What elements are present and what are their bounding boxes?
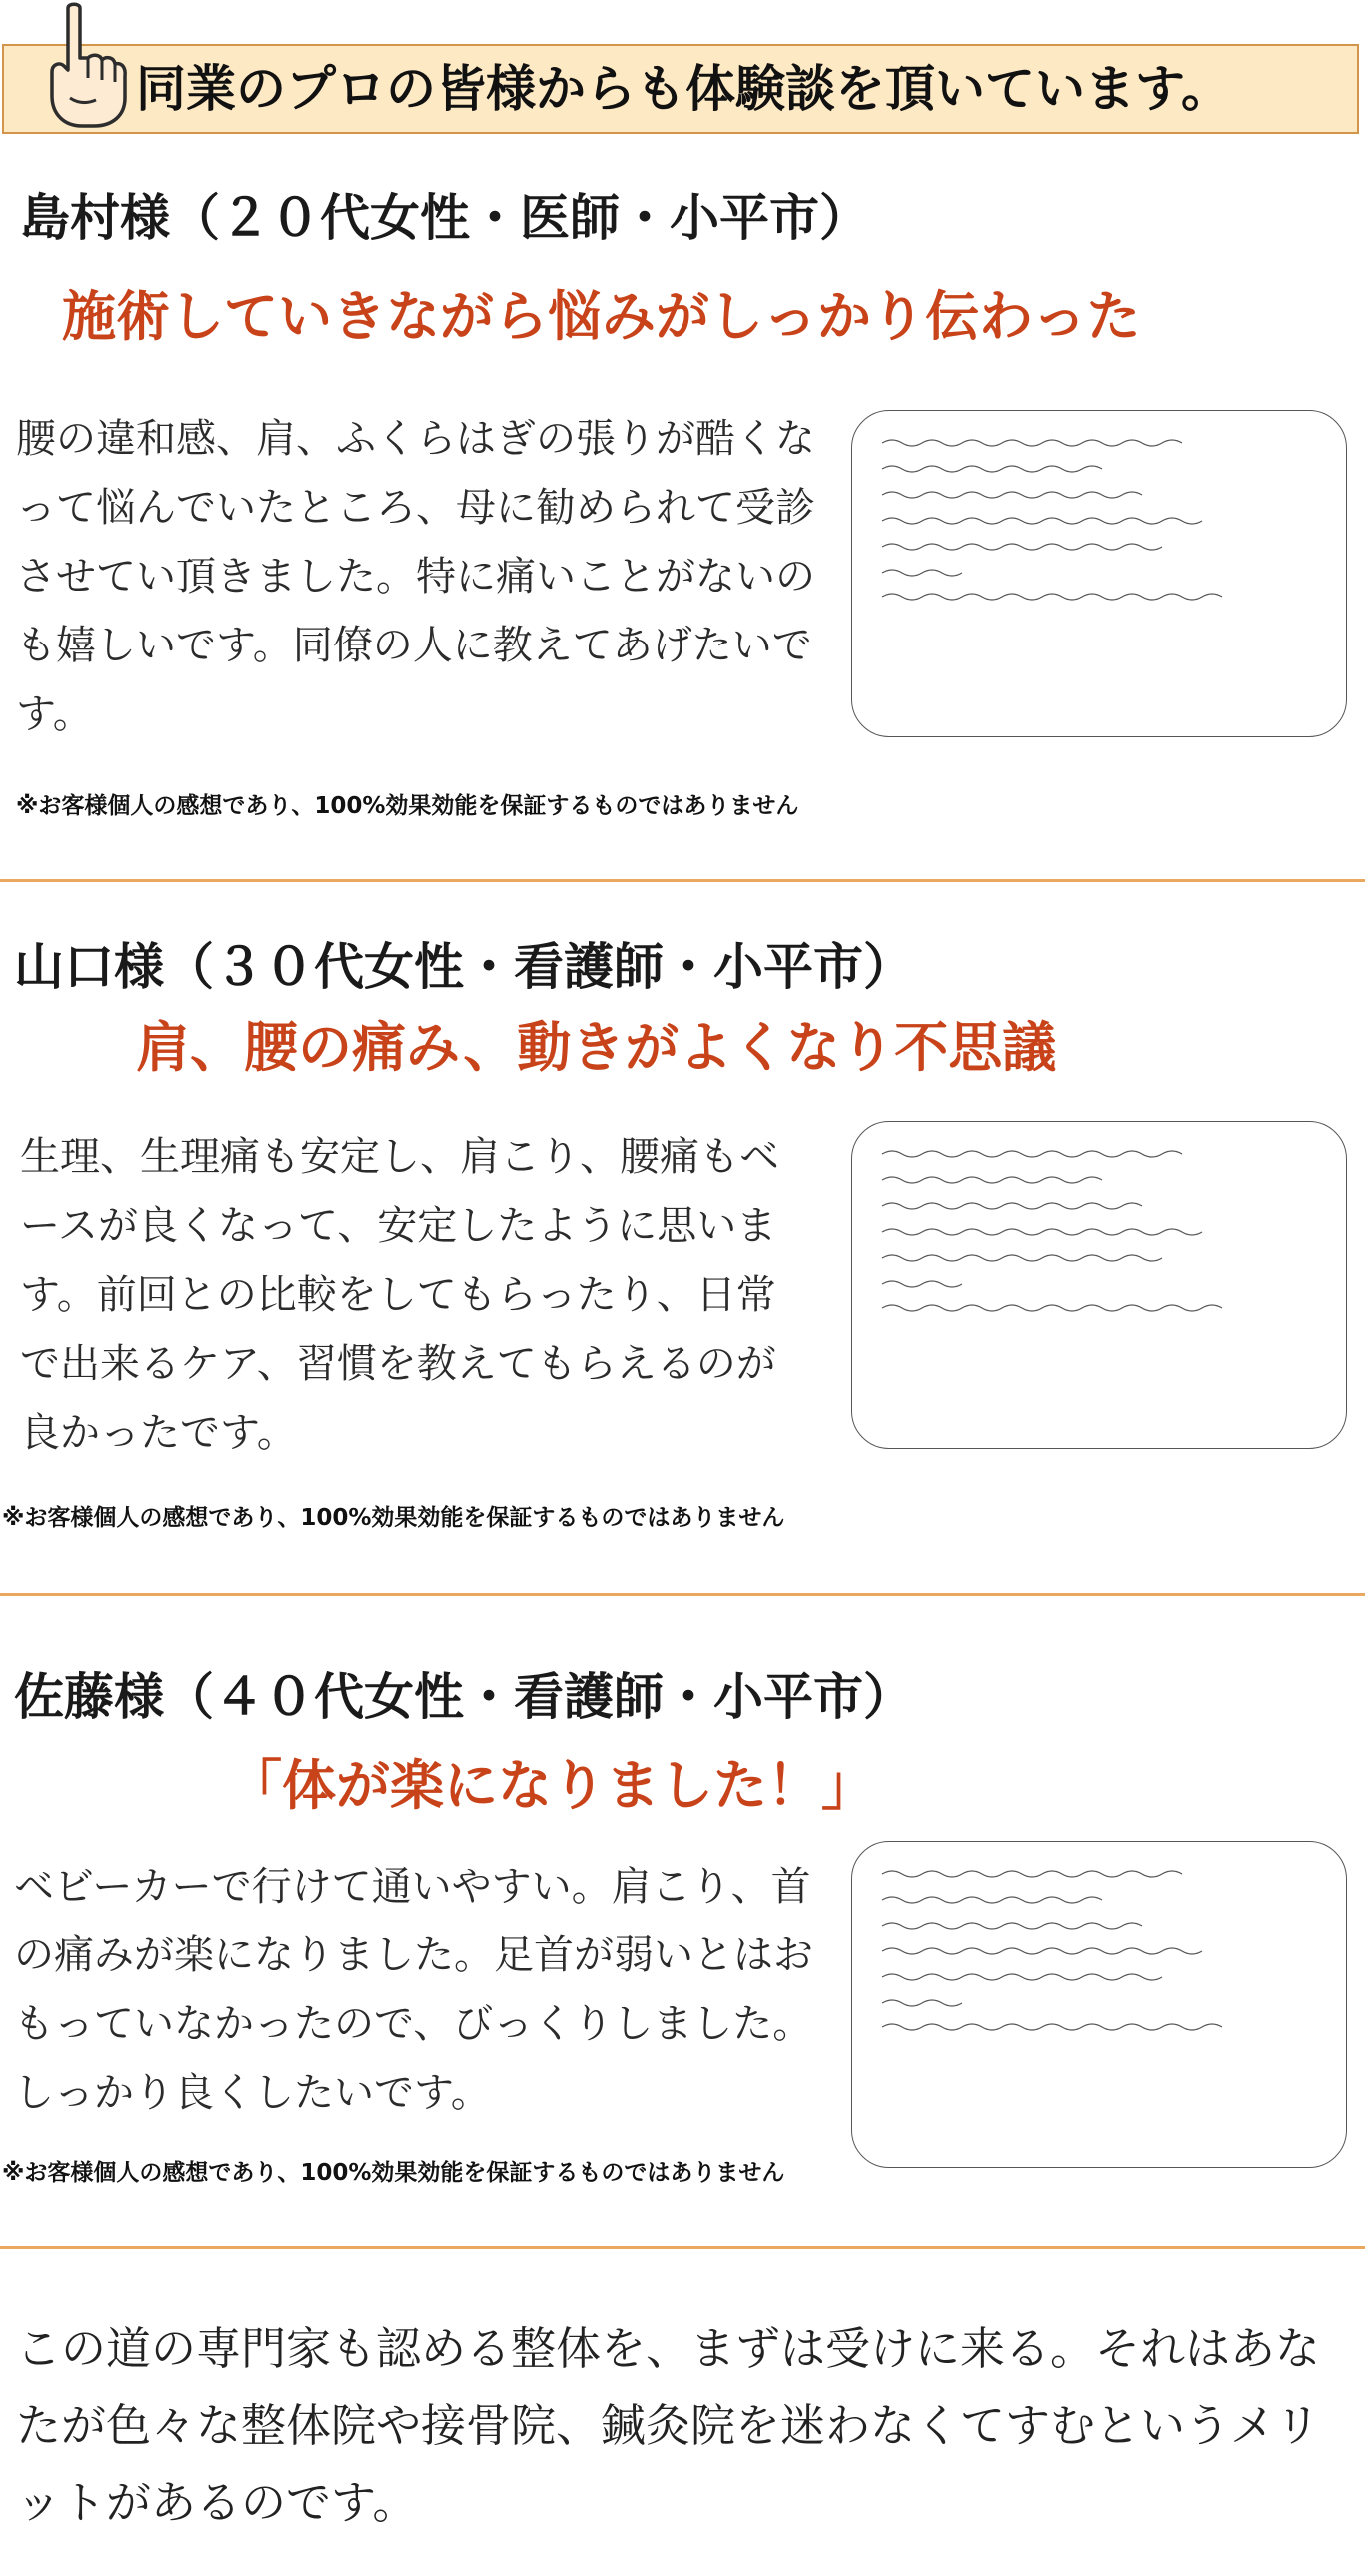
testimonial-headline: 施術していきながら悩みがしっかり伝わった bbox=[62, 285, 1141, 348]
closing-paragraph: この道の専門家も認める整体を、まずは受けに来る。それはあなたが色々な整体院や接骨院、鍼灸院を迷わなくてすむというメリットがあるのです。 bbox=[16, 2322, 1321, 2529]
section-divider bbox=[0, 2246, 1365, 2249]
customer-name: 山口様（３０代女性・看護師・小平市） bbox=[14, 938, 913, 996]
handwriting-scribble bbox=[852, 1842, 1347, 2168]
testimonial-body: ベビーカーで行けて通いやすい。肩こり、首の痛みが楽になりました。足首が弱いとはおもっていなかったので、びっくりしました。しっかり良くしたいです。 bbox=[14, 1864, 813, 2116]
customer-name: 島村様（２０代女性・医師・小平市） bbox=[20, 189, 869, 247]
customer-name: 佐藤様（４０代女性・看護師・小平市） bbox=[14, 1668, 913, 1726]
disclaimer-note: ※お客様個人の感想であり、100%効果効能を保証するものではありません bbox=[2, 1505, 785, 1531]
handwriting-scribble bbox=[852, 411, 1347, 737]
section-banner bbox=[2, 44, 1359, 134]
handwritten-card-image bbox=[851, 1841, 1347, 2168]
testimonial-body: 生理、生理痛も安定し、肩こり、腰痛もベースが良くなって、安定したように思います。前回との比較をしてもらったり、日常で出来るケア、習慣を教えてもらえるのが良かったです。 bbox=[20, 1134, 779, 1456]
disclaimer-note: ※お客様個人の感想であり、100%効果効能を保証するものではありません bbox=[2, 2160, 785, 2186]
handwriting-scribble bbox=[852, 1122, 1347, 1449]
testimonial-headline: 「体が楽になりました！」 bbox=[228, 1754, 875, 1817]
handwritten-card-image bbox=[851, 1121, 1347, 1449]
section-divider bbox=[0, 1593, 1365, 1596]
banner-title: 同業のプロの皆様からも体験談を頂いています。 bbox=[136, 60, 1231, 118]
testimonial-body: 腰の違和感、肩、ふくらはぎの張りが酷くなって悩んでいたところ、母に勧められて受診させてい頂きました。特に痛いことがないのも嬉しいです。同僚の人に教えてあげたいです。 bbox=[16, 416, 815, 737]
testimonial-headline: 肩、腰の痛み、動きがよくなり不思議 bbox=[136, 1016, 1057, 1079]
section-divider bbox=[0, 879, 1365, 882]
disclaimer-note: ※お客様個人の感想であり、100%効果効能を保証するものではありません bbox=[16, 793, 799, 819]
pointing-hand-icon bbox=[30, 2, 130, 128]
handwritten-card-image bbox=[851, 410, 1347, 737]
